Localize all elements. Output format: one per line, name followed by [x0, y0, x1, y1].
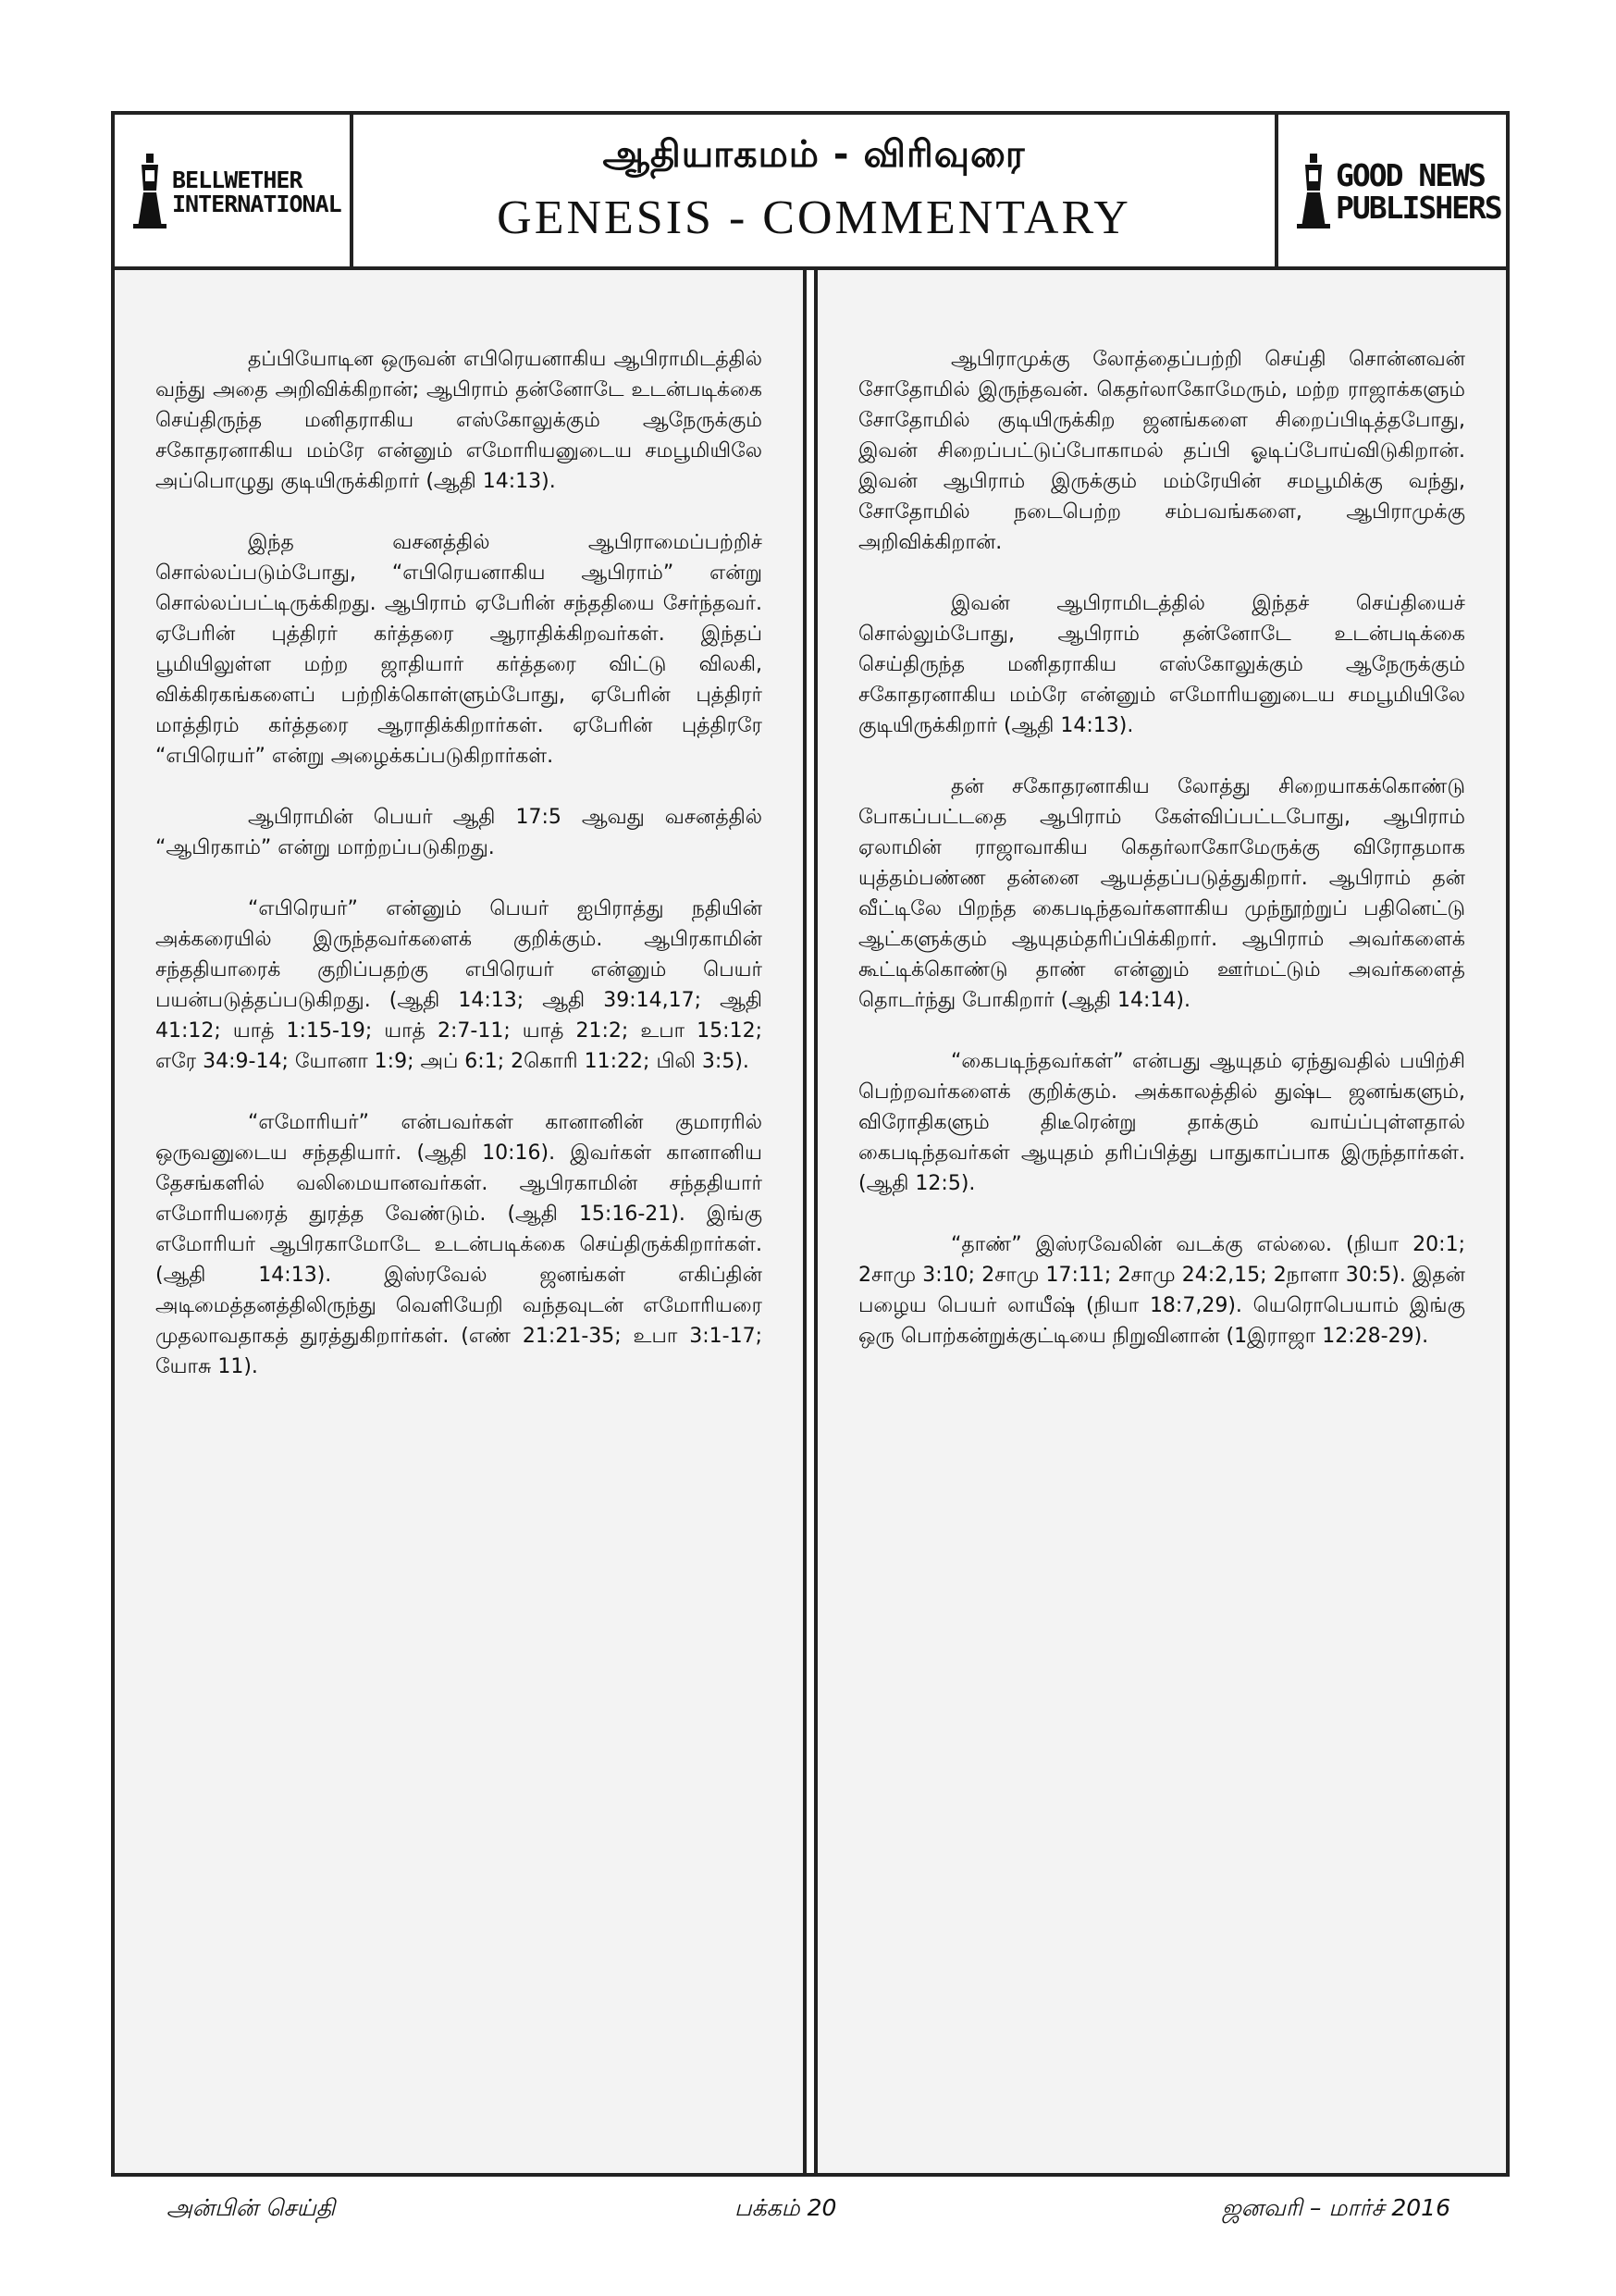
good-news-logo	[1295, 152, 1501, 233]
page-frame	[111, 111, 1510, 2177]
paragraph: ஆபிராமின் பெயர் ஆதி 17:5 ஆவது வசனத்தில் “ஆபிரகாம்” என்று மாற்றப்படுகிறது.	[155, 806, 762, 859]
paragraph: ஆபிராமுக்கு லோத்தைப்பற்றி செய்தி சொன்னவன் சோதோமில் இருந்தவன். கெதர்லாகோமேரும், மற்ற ராஜாக்களும் சோதோமில் குடியிருக்கிற ஜனங்களை சிறைப்பிடித்தபோது, இவன் சிறைப்பட்டுப்போகாமல் தப்பி ஓடிப்போய்விடுகிறான். இவன் ஆபிராம் இருக்கும் மம்ரேயின் சமபூமிக்கு வந்து, சோதோமில் நடைபெற்ற சம்பவங்களை, ஆபிராமுக்கு அறிவிக்கிறான்.	[858, 348, 1465, 554]
logo-line-1: BELLWETHER	[172, 166, 302, 193]
paragraph: “கைபடிந்தவர்கள்” என்பது ஆயுதம் ஏந்துவதில் பயிற்சி பெற்றவர்களைக் குறிக்கும். அக்காலத்தில் துஷ்ட ஜனங்களும், விரோதிகளும் திடீரென்று தாக்கும் வாய்ப்புள்ளதால் கைபடிந்தவர்கள் ஆயுதம் தரிப்பித்து பாதுகாப்பாக இருந்தார்கள். (ஆதி 12:5).	[858, 1050, 1465, 1195]
logo-line-2: INTERNATIONAL	[172, 191, 341, 217]
paragraph: தன் சகோதரனாகிய லோத்து சிறையாகக்கொண்டு போகப்பட்டதை ஆபிராம் கேள்விப்பட்டபோது, ஆபிராம் ஏலாமின் ராஜாவாகிய கெதர்லாகோமேருக்கு விரோதமாக யுத்தம்பண்ண தன்னை ஆயத்தப்படுத்துகிறார். ஆபிராம் தன் வீட்டிலே பிறந்த கைபடிந்தவர்களாகிய முந்நூற்றுப் பதினெட்டு ஆட்களுக்கும் ஆயுதம்தரிப்பிக்கிறார். ஆபிராம் அவர்களைக் கூட்டிக்கொண்டு தாண் என்னும் ஊர்மட்டும் அவர்களைத் தொடர்ந்து போகிறார் (ஆதி 14:14).	[858, 775, 1465, 1012]
title-tamil: ஆதியாகமம் - விரிவுரை	[602, 133, 1026, 176]
content-columns	[115, 270, 1506, 2173]
right-column	[814, 270, 1506, 2173]
title-box	[353, 115, 1278, 266]
logo-line-1: GOOD NEWS	[1336, 157, 1485, 194]
paragraph: “தாண்” இஸ்ரவேலின் வடக்கு எல்லை. (நியா 20:1; 2சாமு 3:10; 2சாமு 17:11; 2சாமு 24:2,15; 2நாளா 30:5). இதன் பழைய பெயர் லாயீஷ் (நியா 18:7,29). யெரொபெயாம் இங்கு ஒரு பொற்கன்றுக்குட்டியை நிறுவினான் (1இராஜா 12:28-29).	[858, 1233, 1465, 1348]
good-news-logo-box	[1278, 115, 1506, 266]
header	[115, 115, 1506, 270]
paragraph: “எபிரெயர்” என்னும் பெயர் ஐபிராத்து நதியின் அக்கரையில் இருந்தவர்களைக் குறிக்கும். ஆபிரகாமின் சந்ததியாரைக் குறிப்பதற்கு எபிரெயர் என்னும் பெயர் பயன்படுத்தப்படுகிறது. (ஆதி 14:13; ஆதி 39:14,17; ஆதி 41:12; யாத் 1:15-19; யாத் 2:7-11; யாத் 21:2; உபா 15:12; எரே 34:9-14; யோனா 1:9; அப் 6:1; 2கொரி 11:22; பிலி 3:5).	[155, 897, 762, 1073]
logo-line-2: PUBLISHERS	[1336, 190, 1501, 226]
bellwether-logo	[131, 152, 341, 233]
footer	[111, 2194, 1510, 2231]
magazine-name: அன்பின் செய்தி	[167, 2194, 336, 2221]
issue-date: ஜனவரி – மார்ச் 2016	[1221, 2194, 1450, 2221]
title-english: GENESIS - COMMENTARY	[497, 191, 1131, 244]
bell-tower-icon	[1295, 152, 1332, 233]
paragraph: இவன் ஆபிராமிடத்தில் இந்தச் செய்தியைச் சொல்லும்போது, ஆபிராம் தன்னோடே உடன்படிக்கை செய்திருந்த மனிதராகிய எஸ்கோலுக்கும் ஆநேருக்கும் சகோதரனாகிய மம்ரே என்னும் எமோரியனுடைய சமபூமியிலே குடியிருக்கிறார் (ஆதி 14:13).	[858, 592, 1465, 737]
paragraph: “எமோரியர்” என்பவர்கள் கானானின் குமாரரில் ஒருவனுடைய சந்ததியார். (ஆதி 10:16). இவர்கள் கானானிய தேசங்களில் வலிமையானவர்கள். ஆபிரகாமின் சந்ததியார் எமோரியரைத் துரத்த வேண்டும். (ஆதி 15:16-21). இங்கு எமோரியர் ஆபிரகாமோடே உடன்படிக்கை செய்திருக்கிறார்கள். (ஆதி 14:13). இஸ்ரவேல் ஜனங்கள் எகிப்தின் அடிமைத்தனத்திலிருந்து வெளியேறி வந்தவுடன் எமோரியரை முதலாவதாகத் துரத்துகிறார்கள். (எண் 21:21-35; உபா 3:1-17; யோசு 11).	[155, 1111, 762, 1378]
left-column	[115, 270, 807, 2173]
paragraph: தப்பியோடின ஒருவன் எபிரெயனாகிய ஆபிராமிடத்தில் வந்து அதை அறிவிக்கிறான்; ஆபிராம் தன்னோடே உடன்படிக்கை செய்திருந்த மனிதராகிய எஸ்கோலுக்கும் ஆநேருக்கும் சகோதரனாகிய மம்ரே என்னும் எமோரியனுடைய சமபூமியிலே அப்பொழுது குடியிருக்கிறார் (ஆதி 14:13).	[155, 348, 762, 493]
bellwether-logo-box	[115, 115, 353, 266]
paragraph: இந்த வசனத்தில் ஆபிராமைப்பற்றிச் சொல்லப்படும்போது, “எபிரெயனாகிய ஆபிராம்” என்று சொல்லப்பட்டிருக்கிறது. ஆபிராம் ஏபேரின் சந்ததியை சேர்ந்தவர். ஏபேரின் புத்திரர் கர்த்தரை ஆராதிக்கிறவர்கள். இந்தப் பூமியிலுள்ள மற்ற ஜாதியார் கர்த்தரை விட்டு விலகி, விக்கிரகங்களைப் பற்றிக்கொள்ளும்போது, ஏபேரின் புத்திரர் மாத்திரம் கர்த்தரை ஆராதிக்கிறார்கள். ஏபேரின் புத்திரரே “எபிரெயர்” என்று அழைக்கப்படுகிறார்கள்.	[155, 531, 762, 768]
bell-tower-icon	[131, 152, 168, 233]
page-number: பக்கம் 20	[734, 2194, 837, 2221]
